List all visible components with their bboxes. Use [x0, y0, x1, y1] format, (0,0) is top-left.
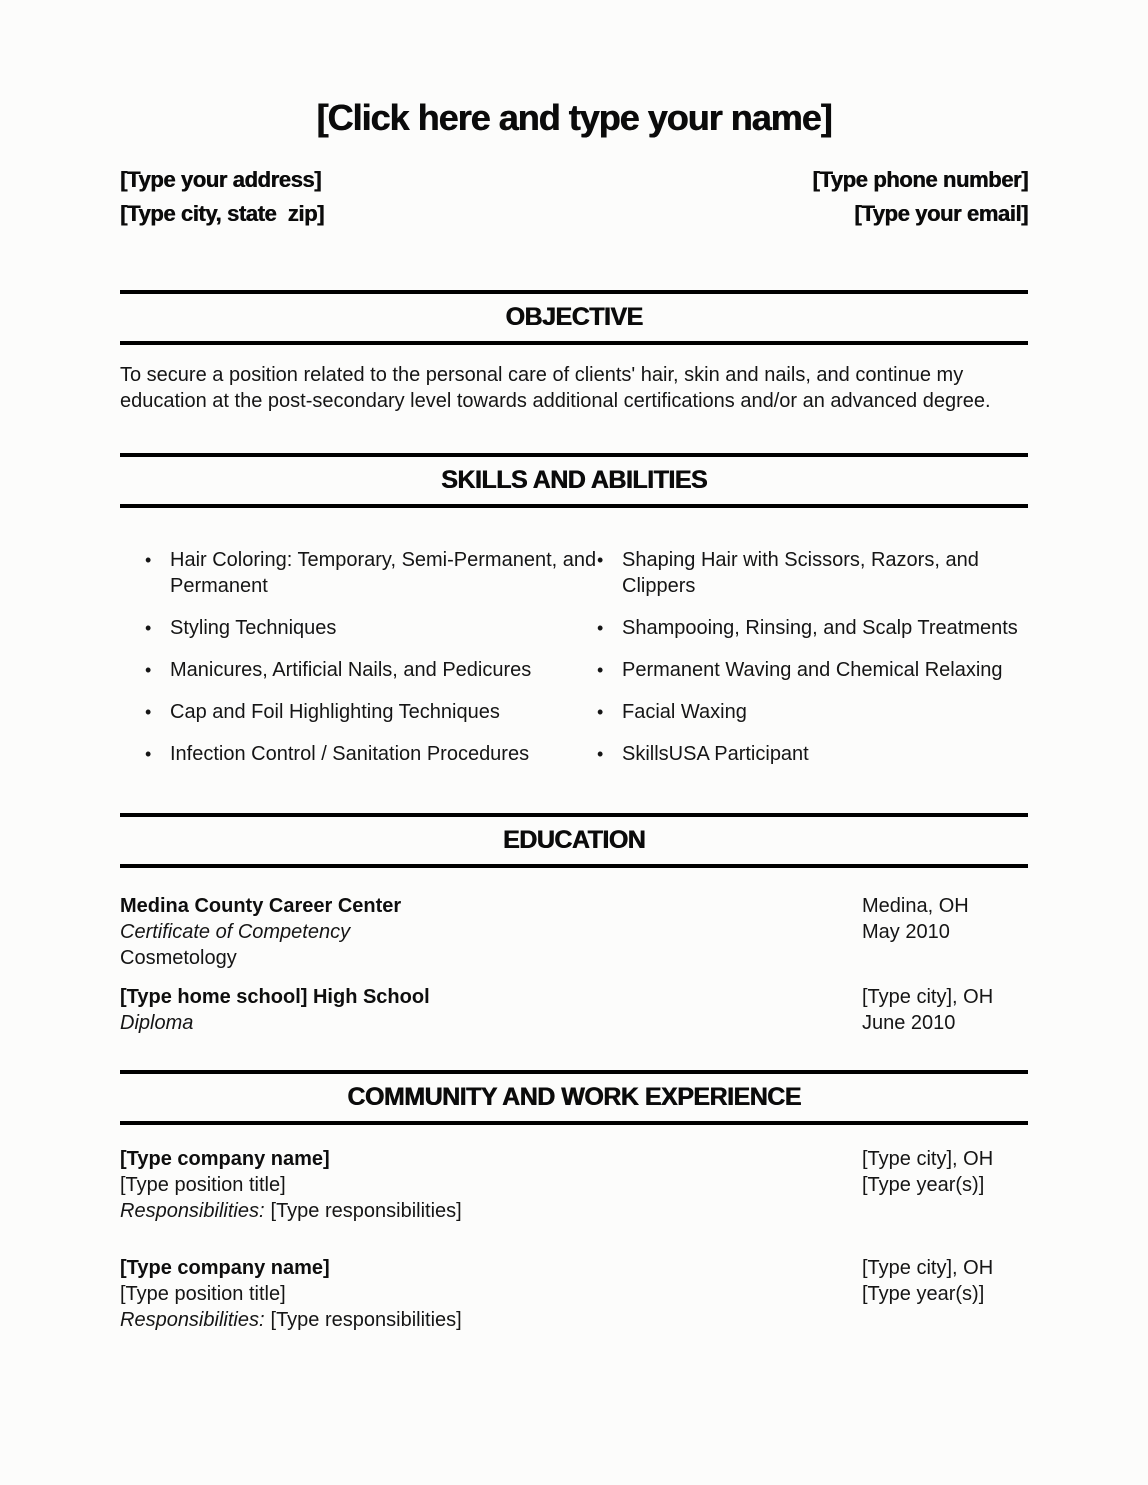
- skill-item: [120, 741, 597, 767]
- education-entry-right: [862, 984, 1028, 1036]
- education-credential: Diploma: [120, 1012, 194, 1034]
- experience-location-placeholder-field[interactable]: [Type city], OH: [862, 1148, 994, 1170]
- education-credential: Certificate of Competency: [120, 921, 351, 943]
- contact-right-column: [812, 163, 1028, 231]
- skill-item: [597, 657, 1028, 683]
- bullet-icon: •: [597, 702, 604, 722]
- skill-text: Styling Techniques: [170, 617, 337, 639]
- education-school: Medina County Career Center: [120, 895, 402, 917]
- skill-item: [597, 547, 1028, 599]
- skill-item: [120, 615, 597, 641]
- bullet-icon: •: [597, 550, 604, 570]
- education-heading-text: EDUCATION: [502, 826, 646, 854]
- objective-heading-text: OBJECTIVE: [505, 303, 643, 331]
- experience-section-heading: [120, 1070, 1028, 1125]
- experience-entry: [120, 1255, 1028, 1333]
- experience-entry-right: [862, 1255, 1028, 1333]
- responsibilities-line: [120, 1307, 862, 1333]
- education-location: Medina, OH: [862, 895, 969, 917]
- bullet-icon: •: [597, 744, 604, 764]
- responsibilities-placeholder-field[interactable]: [Type responsibilities]: [270, 1309, 462, 1331]
- skill-item: [597, 699, 1028, 725]
- education-program: Cosmetology: [120, 947, 237, 969]
- education-entry-right: [862, 893, 1028, 971]
- skill-text: Shaping Hair with Scissors, Razors, and Clippers: [622, 549, 979, 597]
- position-placeholder-field[interactable]: [Type position title]: [120, 1283, 286, 1305]
- responsibilities-line: [120, 1198, 862, 1224]
- skill-text: Cap and Foil Highlighting Techniques: [170, 701, 500, 723]
- education-entry: [120, 893, 1028, 971]
- experience-location-placeholder-field[interactable]: [Type city], OH: [862, 1257, 994, 1279]
- skill-text: Hair Coloring: Temporary, Semi-Permanent, and Permanent: [170, 549, 597, 597]
- skill-text: Shampooing, Rinsing, and Scalp Treatments: [622, 617, 1018, 639]
- skill-item: [120, 657, 597, 683]
- bullet-icon: •: [145, 744, 152, 764]
- experience-entries: [120, 1146, 1028, 1333]
- experience-heading-text: COMMUNITY AND WORK EXPERIENCE: [347, 1083, 801, 1111]
- skills-section-heading: [120, 453, 1028, 508]
- phone-placeholder-field[interactable]: [Type phone number]: [812, 167, 1028, 192]
- education-school-placeholder[interactable]: [Type home school] High School: [120, 986, 430, 1008]
- bullet-icon: •: [145, 660, 152, 680]
- experience-years-placeholder-field[interactable]: [Type year(s)]: [862, 1174, 985, 1196]
- education-entry: [120, 984, 1028, 1036]
- responsibilities-placeholder-field[interactable]: [Type responsibilities]: [270, 1200, 462, 1222]
- skill-text: Infection Control / Sanitation Procedures: [170, 743, 530, 765]
- skill-item: [120, 699, 597, 725]
- education-entry-left: [120, 893, 862, 971]
- objective-section-heading: [120, 290, 1028, 345]
- objective-text: To secure a position related to the personal care of clients' hair, skin and nails, and continue my education at the post-secondary level towards additional certifications and/or an advanced degree.: [120, 364, 991, 412]
- bullet-icon: •: [597, 660, 604, 680]
- company-placeholder-field[interactable]: [Type company name]: [120, 1148, 330, 1170]
- city-state-zip-placeholder-field[interactable]: [Type city, state zip]: [120, 201, 324, 226]
- name-placeholder-field[interactable]: [Click here and type your name]: [316, 97, 832, 138]
- bullet-icon: •: [145, 618, 152, 638]
- skill-text: Manicures, Artificial Nails, and Pedicures: [170, 659, 532, 681]
- experience-years-placeholder-field[interactable]: [Type year(s)]: [862, 1283, 985, 1305]
- education-date: June 2010: [862, 1012, 956, 1034]
- skill-item: [597, 741, 1028, 767]
- experience-entry: [120, 1146, 1028, 1224]
- skill-text: SkillsUSA Participant: [622, 743, 809, 765]
- education-entry-left: [120, 984, 862, 1036]
- bullet-icon: •: [145, 550, 152, 570]
- education-entries: [120, 893, 1028, 1036]
- skills-list: [120, 547, 1028, 767]
- contact-left-column: [120, 163, 324, 231]
- skill-item: [597, 615, 1028, 641]
- responsibilities-label: Responsibilities:: [120, 1200, 265, 1222]
- education-section-heading: [120, 813, 1028, 868]
- skill-item: [120, 547, 597, 599]
- address-placeholder-field[interactable]: [Type your address]: [120, 167, 322, 192]
- contact-block: [120, 163, 1028, 231]
- bullet-icon: •: [145, 702, 152, 722]
- skill-text: Facial Waxing: [622, 701, 747, 723]
- experience-entry-left: [120, 1146, 862, 1224]
- education-date: May 2010: [862, 921, 950, 943]
- position-placeholder-field[interactable]: [Type position title]: [120, 1174, 286, 1196]
- bullet-icon: •: [597, 618, 604, 638]
- experience-entry-right: [862, 1146, 1028, 1224]
- skills-heading-text: SKILLS AND ABILITIES: [441, 466, 707, 494]
- responsibilities-label: Responsibilities:: [120, 1309, 265, 1331]
- education-location-placeholder[interactable]: [Type city], OH: [862, 986, 994, 1008]
- company-placeholder-field[interactable]: [Type company name]: [120, 1257, 330, 1279]
- experience-entry-left: [120, 1255, 862, 1333]
- email-placeholder-field[interactable]: [Type your email]: [854, 201, 1028, 226]
- skill-text: Permanent Waving and Chemical Relaxing: [622, 659, 1003, 681]
